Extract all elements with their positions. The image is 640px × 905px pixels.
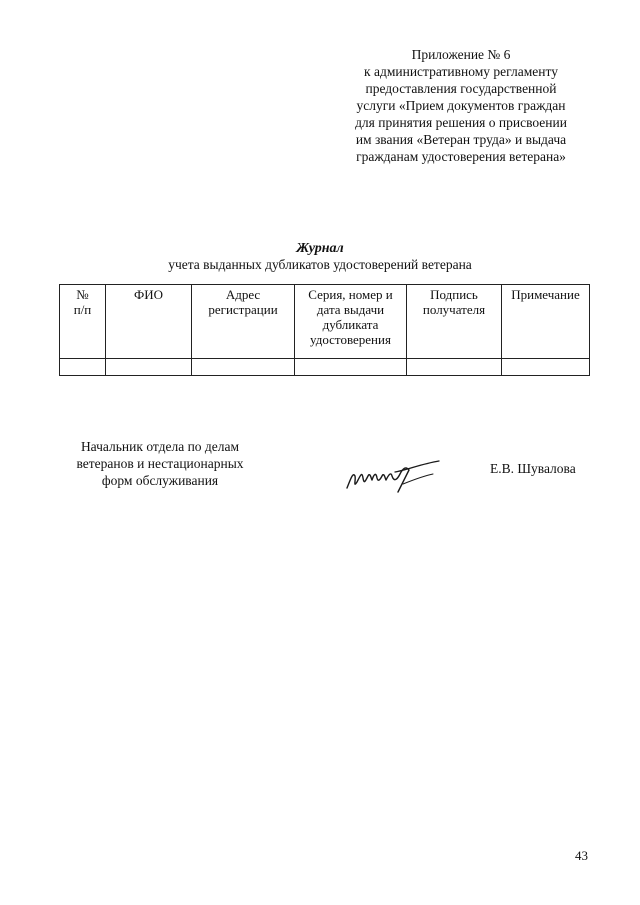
column-header-number: № п/п (60, 285, 106, 359)
appendix-line: предоставления государственной (365, 81, 557, 96)
column-header-address: Адрес регистрации (192, 285, 295, 359)
column-header-duplicate-details: Серия, номер и дата выдачи дубликата удостоверения (295, 285, 407, 359)
table-cell (295, 359, 407, 376)
table-header-row (60, 285, 590, 359)
table-row (60, 359, 590, 376)
signer-position (60, 438, 260, 489)
table-cell (60, 359, 106, 376)
appendix-line: услуги «Прием документов граждан (356, 98, 566, 113)
signer-position-line: ветеранов и нестационарных (76, 456, 244, 471)
journal-title: Журнал (296, 241, 344, 256)
table-cell (407, 359, 502, 376)
table-cell (192, 359, 295, 376)
column-header-fio: ФИО (106, 285, 192, 359)
table-cell (502, 359, 590, 376)
page-number: 43 (575, 848, 588, 863)
signer-position-line: форм обслуживания (101, 473, 219, 488)
signer-position-line: Начальник отдела по делам (80, 439, 240, 454)
journal-subtitle: учета выданных дубликатов удостоверений ветерана (168, 257, 472, 272)
table-cell (106, 359, 192, 376)
appendix-line: им звания «Ветеран труда» и выдача (355, 132, 567, 147)
appendix-line: гражданам удостоверения ветерана» (356, 149, 566, 164)
appendix-line: для принятия решения о присвоении (355, 115, 567, 130)
signer-name: Е.В. Шувалова (490, 461, 576, 476)
appendix-line: к административному регламенту (364, 64, 558, 79)
column-header-note: Примечание (502, 285, 590, 359)
column-header-recipient-signature: Подпись получателя (407, 285, 502, 359)
appendix-header (330, 46, 592, 165)
journal-table (59, 284, 590, 376)
handwritten-signature (343, 458, 443, 494)
appendix-line: Приложение № 6 (411, 47, 511, 62)
